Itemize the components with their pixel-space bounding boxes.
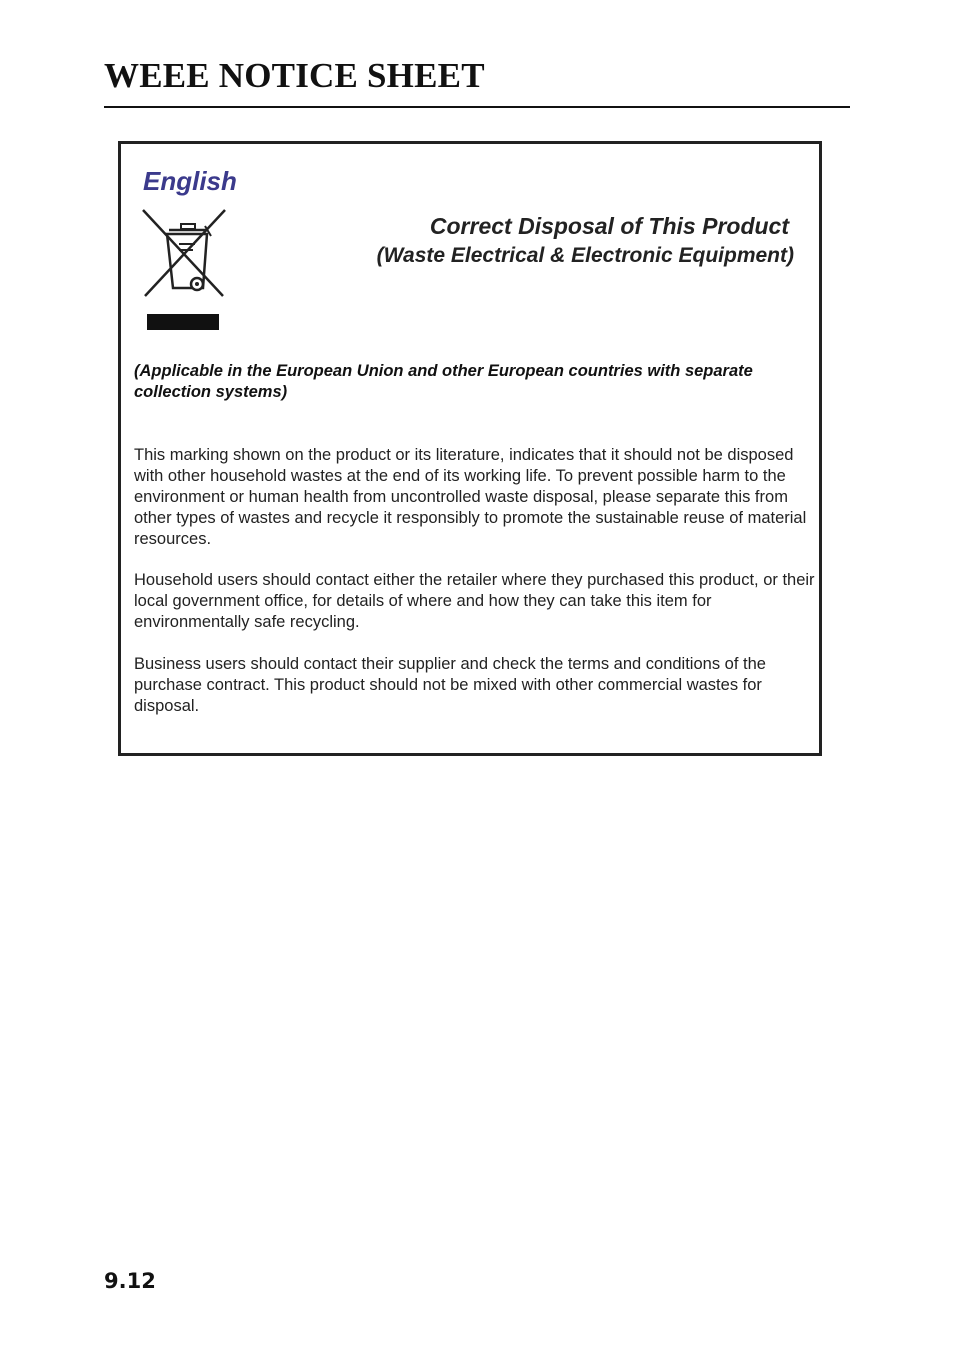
marking-paragraph: This marking shown on the product or its literature, indicates that it should not be disposed with other household wastes at the end of its working life. To prevent possible harm to the environment or human health from uncontrolled waste disposal, please separate this from other types of wastes and recycle it responsibly to promote the sustainable reuse of material resources. [134, 446, 807, 548]
applicability-note: (Applicable in the European Union and other European countries with separate collection systems) [134, 362, 753, 401]
page-title: WEEE NOTICE SHEET [104, 56, 485, 95]
title-divider [104, 106, 850, 108]
page-number: 9.12 [104, 1269, 156, 1293]
weee-notice-box [118, 141, 822, 756]
business-users-paragraph: Business users should contact their supplier and check the terms and conditions of the purchase contract. This product should not be mixed with other commercial wastes for disposal. [134, 655, 766, 715]
disposal-subheading: (Waste Electrical & Electronic Equipment) [376, 244, 794, 267]
household-users-paragraph: Household users should contact either the retailer where they purchased this product, or their local government office, for details of where and how they can take this item for environmentally safe recycling. [134, 571, 815, 631]
crossed-out-wheelie-bin-icon [141, 208, 231, 332]
language-label: English [143, 166, 237, 196]
disposal-heading: Correct Disposal of This Product [429, 213, 789, 239]
